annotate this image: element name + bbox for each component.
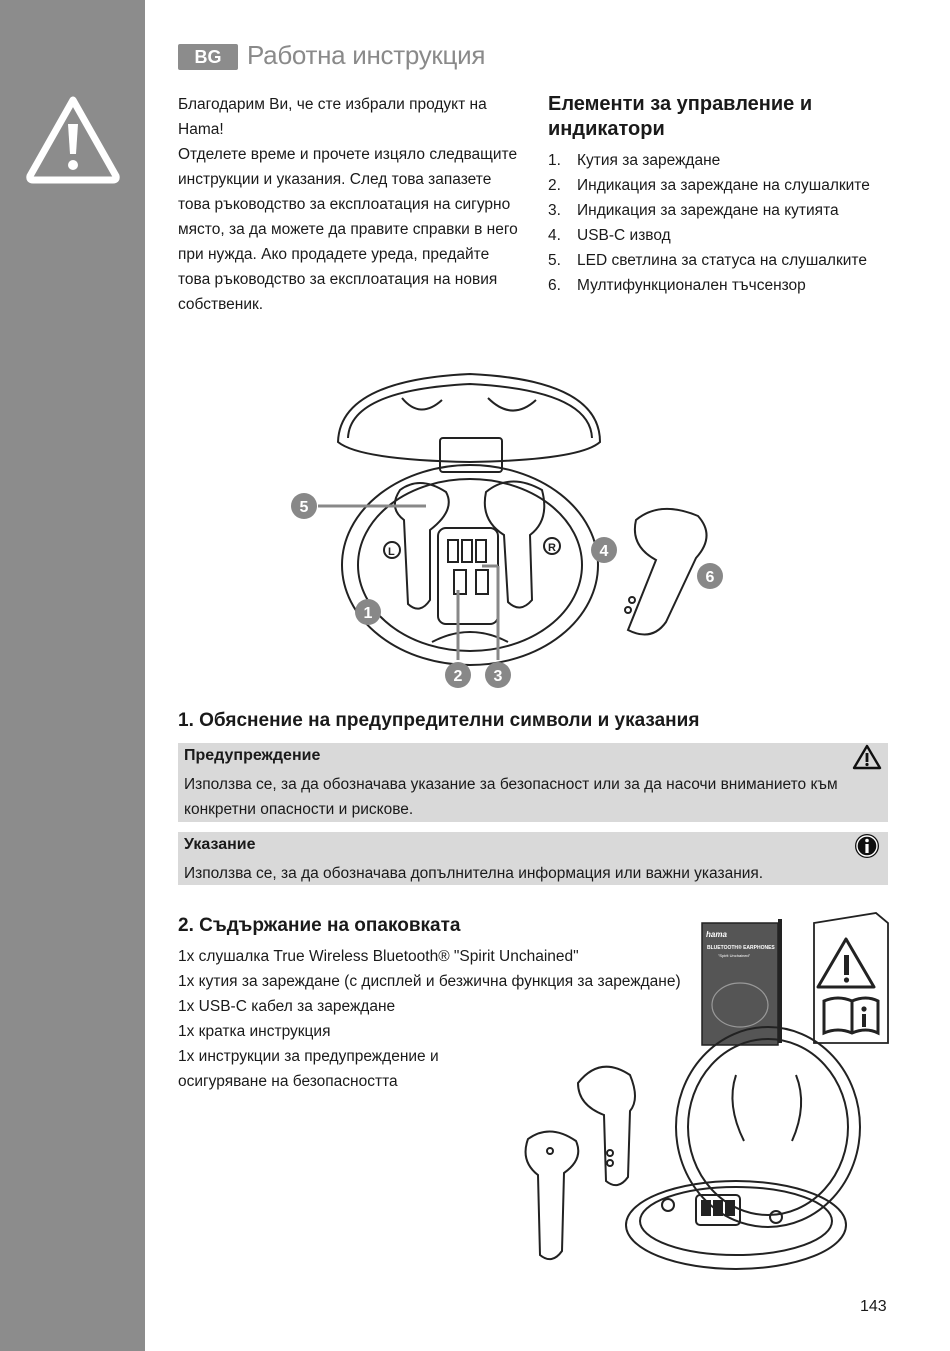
- warning-text: Използва се, за да обозначава указание за безопасност или за да насочи вниманието към конкретни опасности и рискове.: [184, 776, 838, 818]
- list-item: 1x USB-C кабел за зареждане: [178, 998, 396, 1015]
- list-item: 1x кратка инструкция: [178, 1023, 331, 1040]
- earbud-b: [578, 1067, 635, 1186]
- warning-box: [178, 743, 888, 822]
- list-item: 5. LED светлина за статуса на слушалките: [548, 252, 867, 269]
- callout-1: 1: [363, 605, 373, 622]
- warning-triangle-icon: [24, 94, 122, 184]
- callout-2: 2: [453, 668, 463, 685]
- callout-6: 6: [705, 569, 715, 586]
- note-box: [178, 832, 888, 885]
- charging-case: [626, 1027, 860, 1269]
- note-title: Указание: [184, 836, 256, 853]
- info-circle-icon: [852, 832, 882, 860]
- list-item: 1. Кутия за зареждане: [548, 152, 721, 169]
- right-marker: R: [548, 542, 556, 554]
- warning-title: Предупреждение: [184, 747, 321, 764]
- callout-5: 5: [299, 499, 309, 516]
- right-earbud: [485, 481, 544, 607]
- single-earbud: [628, 509, 707, 635]
- list-item: осигуряване на безопасността: [178, 1073, 398, 1090]
- safety-leaflet: [814, 913, 888, 1043]
- warning-triangle-icon: [852, 743, 882, 771]
- package-contents-illustration: [500, 905, 900, 1275]
- list-item: 4. USB-C извод: [548, 227, 671, 244]
- left-marker: L: [388, 546, 395, 558]
- language-badge: BG: [178, 44, 238, 70]
- left-sidebar-band: [0, 0, 145, 1351]
- page-number: 143: [860, 1298, 887, 1315]
- product-diagram: [280, 360, 740, 700]
- earbud-a: [526, 1131, 579, 1259]
- case-base: [342, 465, 598, 665]
- callout-3: 3: [493, 668, 503, 685]
- intro-paragraph: Отделете време и прочете изцяло следващите инструкции и указания. След това запазете това ръководство за експлоатация на сигурно място, за да можете да правите справки в него при нужда. Ако продадете уреда, предайте това ръководство за експлоатация на новия собственик.: [178, 146, 518, 313]
- section-2-title: 2. Съдържание на опаковката: [178, 915, 461, 936]
- page-title: Работна инструкция: [247, 40, 486, 70]
- controls-section: [548, 92, 908, 298]
- callout-4: 4: [599, 543, 609, 560]
- list-item: 2. Индикация за зареждане на слушалките: [548, 177, 870, 194]
- intro-paragraph: Благодарим Ви, че сте избрали продукт на Hama!: [178, 96, 487, 138]
- case-lid: [338, 374, 600, 462]
- controls-title: Елементи за управление и индикатори: [548, 93, 813, 140]
- note-text: Използва се, за да обозначава допълнителна информация или важни указания.: [184, 865, 764, 882]
- list-item: 3. Индикация за зареждане на кутията: [548, 202, 839, 219]
- controls-list: [548, 148, 908, 298]
- list-item: 6. Мултифункционален тъчсензор: [548, 277, 806, 294]
- list-item: 1x слушалка True Wireless Bluetooth® "Spirit Unchained": [178, 948, 579, 965]
- booklet-line-2: "Spirit Unchained": [718, 953, 751, 958]
- intro-text: [178, 92, 523, 317]
- section-1-title: 1. Обяснение на предупредителни символи и указания: [178, 710, 700, 731]
- list-item: 1x кутия за зареждане (с дисплей и безжична функция за зареждане): [178, 973, 681, 990]
- booklet-brand: hama: [706, 930, 727, 939]
- list-item: 1x инструкции за предупреждение и: [178, 1048, 439, 1065]
- booklet-line-1: BLUETOOTH® EARPHONES: [707, 945, 775, 951]
- left-earbud: [395, 483, 449, 609]
